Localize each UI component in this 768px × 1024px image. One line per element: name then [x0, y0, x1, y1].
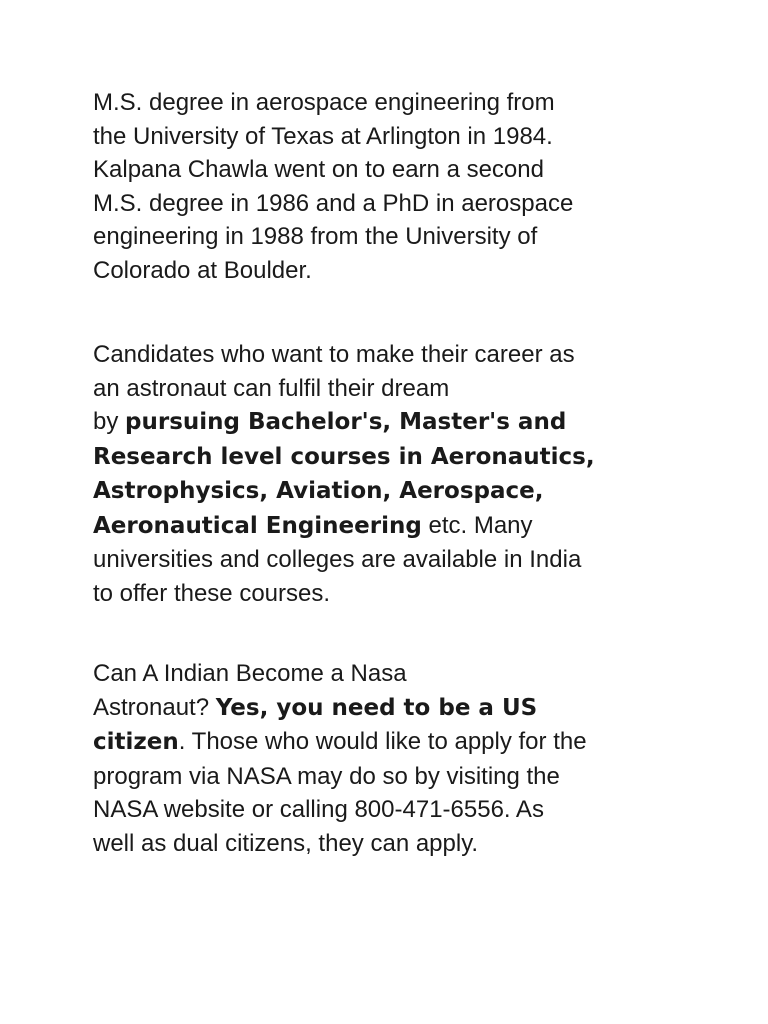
paragraph-education-text: M.S. degree in aerospace engineering from the University of Texas at Arlington in 1984. Kalpana Chawla went on to earn a second M.S. degree in 1986 and a PhD in aerospace engineering in 1988 from the University of Colorado at Boulder.: [93, 89, 574, 284]
paragraph-citizenship-bold: Yes, you need to be a US citizen: [93, 694, 538, 755]
paragraph-citizenship-outro: . Those who would like to apply for the program via NASA may do so by visiting the NASA website or calling 800-471-6556. As well as dual citizens, they can apply.: [93, 728, 587, 857]
paragraph-nasa-citizenship: [93, 657, 693, 860]
paragraph-citizenship-intro: Can A Indian Become a Nasa Astronaut?: [93, 660, 407, 721]
paragraph-courses-bold: pursuing Bachelor's, Master's and Research level courses in Aeronautics, Astrophysics, Aviation, Aerospace, Aeronautical Engineering: [93, 409, 595, 539]
paragraph-astronaut-courses: [93, 338, 693, 610]
paragraph-education: [93, 86, 693, 287]
paragraph-courses-outro: etc. Many universities and colleges are available in India to offer these courses.: [93, 511, 582, 607]
paragraph-courses-intro: Candidates who want to make their career as an astronaut can fulfil their dream by: [93, 341, 575, 435]
